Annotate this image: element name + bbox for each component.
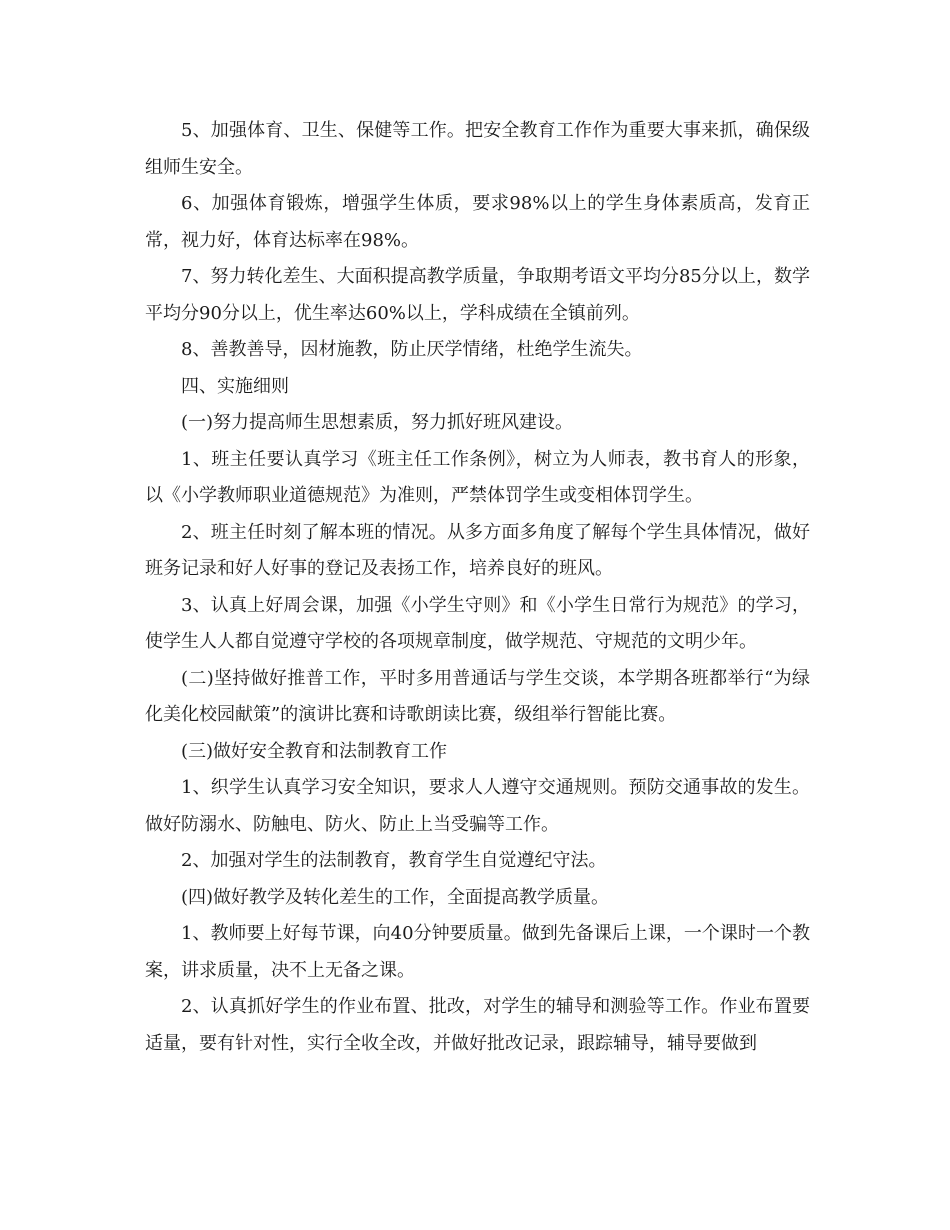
paragraph: 2、加强对学生的法制教育，教育学生自觉遵纪守法。	[181, 850, 607, 871]
paragraph: 2、认真抓好学生的作业布置、批改，对学生的辅导和测验等工作。作业布置要适量，要有针对性，实行全收全改，并做好批改记录，跟踪辅导，辅导要做到	[145, 996, 810, 1054]
paragraph: 1、织学生认真学习安全知识，要求人人遵守交通规则。预防交通事故的发生。做好防溺水、防触电、防火、防止上当受骗等工作。	[145, 777, 810, 835]
paragraph: 1、班主任要认真学习《班主任工作条例》，树立为人师表，教书育人的形象，以《小学教师职业道德规范》为准则，严禁体罚学生或变相体罚学生。	[145, 448, 810, 506]
subsection-heading: (三)做好安全教育和法制教育工作	[181, 740, 448, 762]
subsection-heading: (一)努力提高师生思想素质，努力抓好班风建设。	[181, 412, 574, 433]
subsection-paragraph: (二)坚持做好推普工作，平时多用普通话与学生交谈，本学期各班都举行“为绿化美化校园献策”的演讲比赛和诗歌朗读比赛，级组举行智能比赛。	[145, 667, 810, 725]
paragraph: 7、努力转化差生、大面积提高教学质量，争取期考语文平均分85分以上，数学平均分90分以上，优生率达60%以上，学科成绩在全镇前列。	[145, 266, 810, 324]
subsection-heading: (四)做好教学及转化差生的工作，全面提高教学质量。	[181, 886, 610, 908]
paragraph: 1、教师要上好每节课，向40分钟要质量。做到先备课后上课，一个课时一个教案，讲求质量，决不上无备之课。	[145, 923, 810, 981]
section-heading: 四、实施细则	[181, 375, 289, 397]
paragraph: 5、加强体育、卫生、保健等工作。把安全教育工作作为重要大事来抓，确保级组师生安全。	[145, 120, 810, 178]
paragraph: 2、班主任时刻了解本班的情况。从多方面多角度了解每个学生具体情况，做好班务记录和好人好事的登记及表扬工作，培养良好的班风。	[145, 521, 810, 579]
paragraph: 3、认真上好周会课，加强《小学生守则》和《小学生日常行为规范》的学习，使学生人人都自觉遵守学校的各项规章制度，做学规范、守规范的文明少年。	[145, 594, 810, 652]
document-body	[145, 113, 810, 1062]
paragraph: 8、善教善导，因材施教，防止厌学情绪，杜绝学生流失。	[181, 339, 643, 360]
paragraph: 6、加强体育锻炼，增强学生体质，要求98%以上的学生身体素质高，发育正常，视力好，体育达标率在98%。	[145, 193, 810, 251]
